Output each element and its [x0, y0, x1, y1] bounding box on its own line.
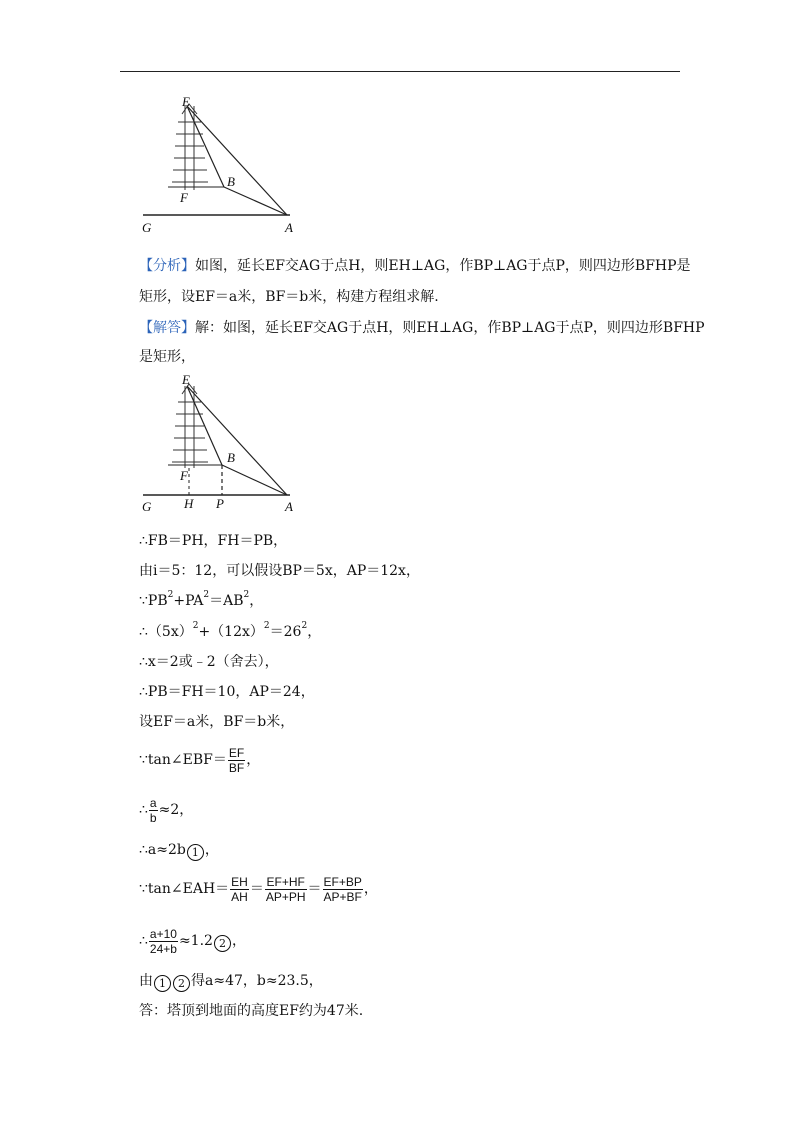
- circled-number-2: 2: [173, 975, 190, 992]
- figure-1-pagoda-diagram: [138, 94, 308, 239]
- step-4: $\therefore(5x)^2+(12x)^2=26^2$，: [139, 621, 322, 640]
- slope-BA: [224, 187, 287, 215]
- circled-number-1: 1: [154, 975, 171, 992]
- circled-number-1: 1: [187, 844, 204, 861]
- label-F: F: [180, 468, 188, 483]
- label-P: P: [216, 496, 224, 511]
- label-F: F: [180, 190, 188, 205]
- label-E: E: [182, 372, 190, 387]
- answer-line: 答：塔顶到地面的高度EF约为47米.: [139, 1003, 364, 1019]
- step-10: ∴a≈2b 1 ，: [139, 842, 219, 859]
- fraction-EFHF-APPH: $\frac{EF+HF}{AP+PH}$: [265, 874, 306, 904]
- step-9: ∴ $\frac{a}{b}$ ≈2，: [139, 795, 194, 825]
- step-1: ∴FB＝PH，FH＝PB，: [139, 533, 288, 549]
- step-6: ∴PB＝FH＝10，AP＝24，: [139, 684, 315, 700]
- label-G: G: [142, 220, 152, 235]
- step-5: ∴x＝2或﹣2（舍去），: [139, 654, 279, 670]
- fraction-EH-AH: $\frac{EH}{AH}$: [231, 874, 248, 904]
- label-E: E: [182, 94, 190, 109]
- step-7: 设EF＝a米，BF＝b米，: [139, 714, 295, 730]
- pagoda-drawing: [172, 104, 208, 190]
- label-B: B: [227, 174, 235, 189]
- step-2: 由i＝5：12，可以假设BP＝5x，AP＝12x，: [139, 563, 420, 579]
- header-rule: [120, 71, 680, 72]
- solution-tag: 【解答】: [139, 320, 195, 336]
- circled-number-2: 2: [214, 935, 231, 952]
- fraction-EF-BF: $\frac{EF}{BF}$: [228, 745, 245, 775]
- step-3: $\because PB^2+PA^2=AB^2$，: [139, 590, 264, 609]
- segment-EA: [187, 106, 287, 215]
- fraction-a10-24b: $\frac{a+10}{24+b}$: [149, 926, 177, 956]
- step-11: ∵tan∠EAH＝ $\frac{EH}{AH}$ ＝ $\frac{EF+HF}{AP+PH}$ ＝ $\frac{EF+BP}{AP+BF}$ ，: [139, 874, 378, 904]
- label-A: A: [285, 220, 293, 235]
- label-G: G: [142, 499, 152, 514]
- pagoda-drawing: [172, 384, 208, 468]
- step-12: ∴ $\frac{a+10}{24+b}$ ≈1.2 2 ，: [139, 926, 246, 956]
- step-8: ∵tan∠EBF＝ $\frac{EF}{BF}$ ，: [139, 745, 261, 775]
- analysis-line-1: 【分析】如图，延长EF交AG于点H，则EH⊥AG，作BP⊥AG于点P，则四边形BFHP是: [139, 258, 691, 274]
- step-13: 由 1 2 得a≈47，b≈23.5，: [139, 973, 323, 990]
- analysis-tag: 【分析】: [139, 258, 195, 274]
- label-H: H: [184, 496, 194, 511]
- label-B: B: [227, 450, 235, 465]
- label-A: A: [285, 499, 293, 514]
- slope-BA: [222, 465, 287, 495]
- fraction-EFBP-APBF: $\frac{EF+BP}{AP+BF}$: [323, 874, 362, 904]
- solution-line-1: 【解答】解：如图，延长EF交AG于点H，则EH⊥AG，作BP⊥AG于点P，则四边形BFHP: [139, 320, 705, 336]
- figure-2-pagoda-diagram: [138, 372, 308, 517]
- fraction-a-b: $\frac{a}{b}$: [149, 795, 157, 825]
- analysis-line-2: 矩形，设EF＝a米，BF＝b米，构建方程组求解.: [139, 289, 439, 305]
- segment-EA: [187, 386, 287, 495]
- solution-line-2: 是矩形，: [139, 349, 195, 365]
